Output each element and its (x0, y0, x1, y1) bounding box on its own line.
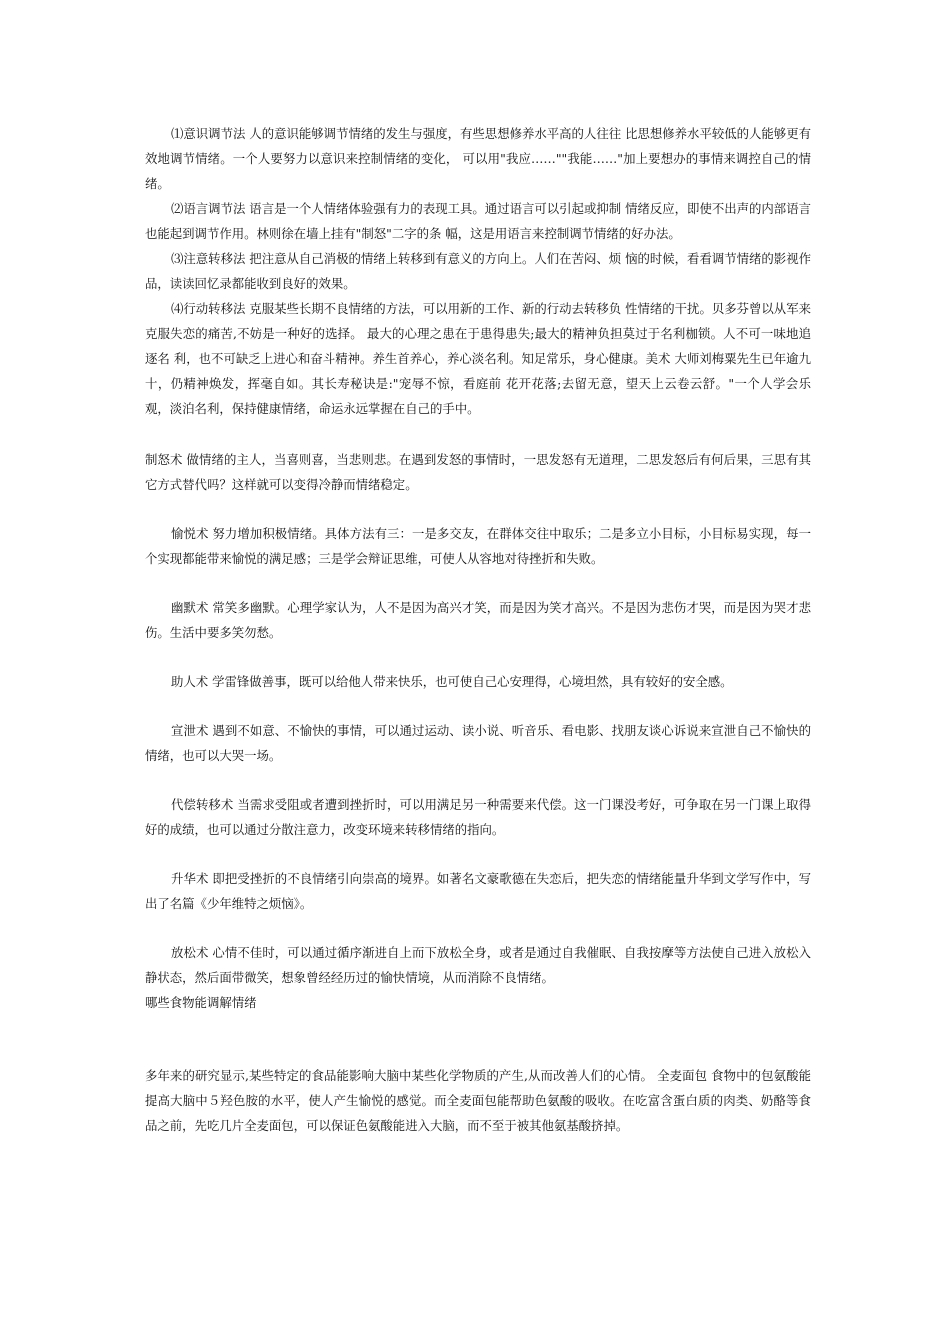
technique-sublimation: 升华术 即把受挫折的不良情绪引向崇高的境界。如著名文豪歌德在失恋后，把失恋的情绪能量升华到文学写作中，写出了名篇《少年维特之烦恼》。 (145, 871, 811, 911)
technique-venting: 宣泄术 遇到不如意、不愉快的事情，可以通过运动、读小说、听音乐、看电影、找朋友谈心诉说来宣泄自己不愉快的情绪，也可以大哭一场。 (145, 723, 811, 763)
food-section-heading: 哪些食物能调解情绪 (145, 995, 257, 1010)
food-section-intro: 多年来的研究显示,某些特定的食品能影响大脑中某些化学物质的产生,从而改善人们的心情。 全麦面包 食物中的包氨酸能提高大脑中５羟色胺的水平，使人产生愉悦的感觉。而全麦面包能帮助色氨酸的吸收。在吃富含蛋白质的肉类、奶酪等食品之前，先吃几片全麦面包，可以保证色氨酸能进入大脑，而不至于被其他氨基酸挤掉。 (145, 1068, 811, 1133)
method-attention-shift: ⑶注意转移法 把注意从自己消极的情绪上转移到有意义的方向上。人们在苦闷、烦 恼的时候，看看调节情绪的影视作品，读读回忆录都能收到良好的效果。 (145, 251, 811, 291)
method-language-regulation: ⑵语言调节法 语言是一个人情绪体验强有力的表现工具。通过语言可以引起或抑制 情绪反应，即使不出声的内部语言也能起到调节作用。林则徐在墙上挂有"制怒"二字的条 幅，这是用语言来控制调节情绪的好办法。 (145, 201, 811, 241)
method-action-shift: ⑷行动转移法 克服某些长期不良情绪的方法，可以用新的工作、新的行动去转移负 性情绪的干扰。贝多芬曾以从军来克服失恋的痛苦,不妨是一种好的选择。 最大的心理之患在于患得患失;最大的精神负担莫过于名利枷锁。人不可一味地追逐名 利，也不可缺乏上进心和奋斗精神。养生首养心，养心淡名利。知足常乐，身心健康。美术 大师刘梅粟先生已年逾九十，仍精神焕发，挥毫自如。其长寿秘诀是:"宠辱不惊，看庭前 花开花落;去留无意，望天上云卷云舒。"一个人学会乐观，淡泊名利，保持健康情绪，命运永远掌握在自己的手中。 (145, 301, 811, 416)
technique-helping-others: 助人术 学雷锋做善事，既可以给他人带来快乐，也可使自己心安理得，心境坦然，具有较好的安全感。 (171, 674, 733, 689)
technique-pleasure: 愉悦术 努力增加积极情绪。具体方法有三：一是多交友，在群体交往中取乐；二是多立小目标，小目标易实现，每一个实现都能带来愉悦的满足感；三是学会辩证思维，可使人从容地对待挫折和失败。 (145, 526, 811, 566)
technique-anger-control: 制怒术 做情绪的主人，当喜则喜，当悲则悲。在遇到发怒的事情时，一思发怒有无道理，二思发怒后有何后果，三思有其它方式替代吗？这样就可以变得冷静而情绪稳定。 (145, 452, 811, 492)
technique-humor: 幽默术 常笑多幽默。心理学家认为，人不是因为高兴才笑，而是因为笑才高兴。不是因为悲伤才哭，而是因为哭才悲伤。生活中要多笑勿愁。 (145, 600, 811, 640)
method-conscious-regulation: ⑴意识调节法 人的意识能够调节情绪的发生与强度，有些思想修养水平高的人往往 比思想修养水平较低的人能够更有效地调节情绪。一个人要努力以意识来控制情绪的变化， 可以用"我应……""我能……"加上要想办的事情来调控自己的情绪。 (145, 126, 811, 191)
document-body (145, 121, 811, 1138)
technique-compensation: 代偿转移术 当需求受阻或者遭到挫折时，可以用满足另一种需要来代偿。这一门课没考好，可争取在另一门课上取得好的成绩，也可以通过分散注意力，改变环境来转移情绪的指向。 (145, 797, 811, 837)
technique-relaxation: 放松术 心情不佳时，可以通过循序渐进自上而下放松全身，或者是通过自我催眠、自我按摩等方法使自己进入放松入静状态，然后面带微笑，想象曾经经历过的愉快情境，从而消除不良情绪。 (145, 945, 811, 985)
